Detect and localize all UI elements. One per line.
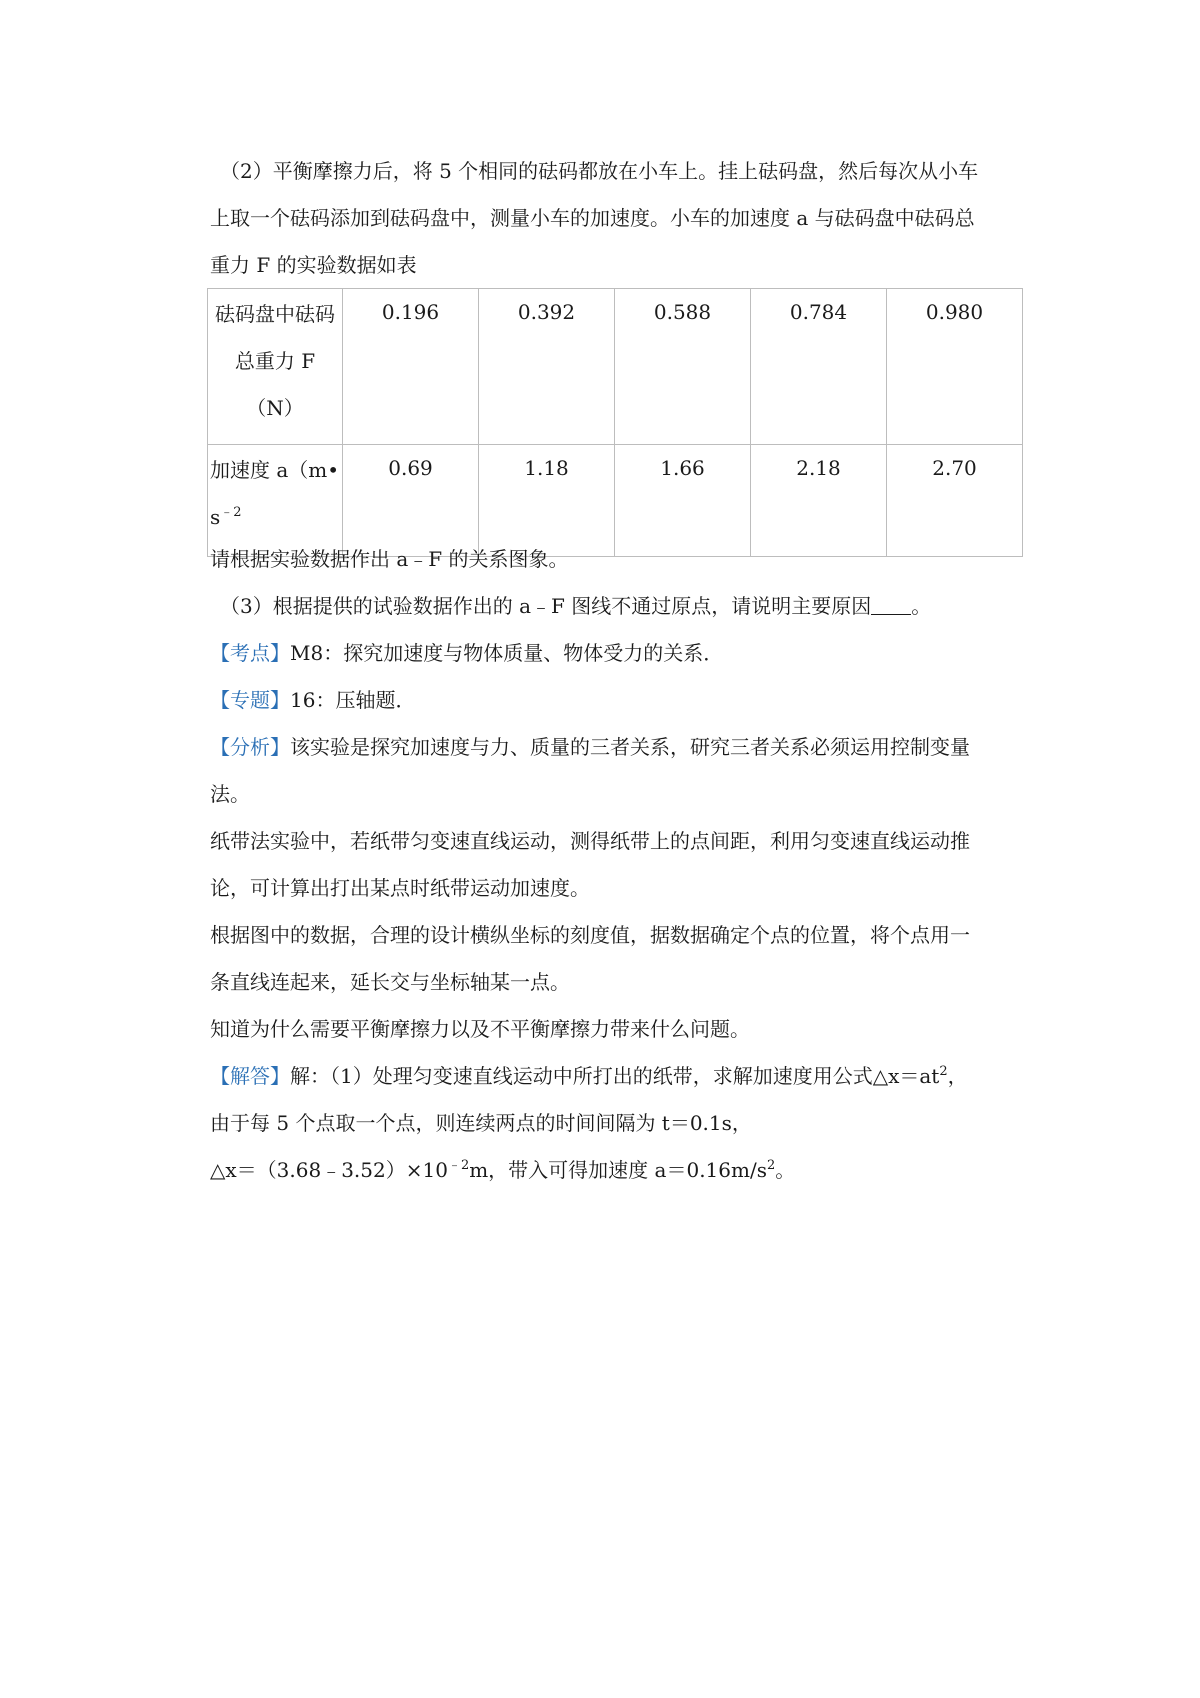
zhuanti-line: 【专题】16：压轴题． xyxy=(210,688,416,712)
row-header-acceleration: 加速度 a（m• $s^{﹣2}$ xyxy=(208,445,343,557)
table-cell: 0.588 xyxy=(615,289,751,445)
data-table xyxy=(207,288,1023,557)
row-header-force: 砝码盘中砝码 总重力 F （N） xyxy=(208,289,343,445)
table-cell: 0.980 xyxy=(887,289,1023,445)
document-body-continued xyxy=(210,536,1022,1194)
intro-line-3: 重力 F 的实验数据如表 xyxy=(210,253,417,277)
table-cell: 2.70 xyxy=(887,445,1023,557)
fenxi-p2-line-1: 纸带法实验中，若纸带匀变速直线运动，测得纸带上的点间距，利用匀变速直线运动推 xyxy=(210,829,970,853)
after-table-text: 请根据实验数据作出 a﹣F 的关系图象。 xyxy=(210,547,569,571)
jieda-line-2: 由于每 5 个点取一个点，则连续两点的时间间隔为 t＝0.1s， xyxy=(210,1111,752,1135)
table-cell: 0.69 xyxy=(343,445,479,557)
jieda-line-1: 【解答】解：（1）处理匀变速直线运动中所打出的纸带，求解加速度用公式$\triangle x=at^2$， xyxy=(210,1064,968,1088)
fenxi-label: 【分析】 xyxy=(210,735,290,759)
zhuanti-label: 【专题】 xyxy=(210,688,290,712)
intro-line-2: 上取一个砝码添加到砝码盘中，测量小车的加速度。小车的加速度 a 与砝码盘中砝码总 xyxy=(210,206,975,230)
kaodian-line: 【考点】M8：探究加速度与物体质量、物体受力的关系． xyxy=(210,641,724,665)
table-cell: 0.784 xyxy=(751,289,887,445)
table-cell: 0.196 xyxy=(343,289,479,445)
kaodian-label: 【考点】 xyxy=(210,641,290,665)
fenxi-p3-line-1: 根据图中的数据，合理的设计横纵坐标的刻度值，据数据确定个点的位置，将个点用一 xyxy=(210,923,970,947)
question-3: （3）根据提供的试验数据作出的 a﹣F 图线不通过原点，请说明主要原因 。 xyxy=(220,594,932,618)
jieda-line-3: $\triangle x=(3.68﹣3.52)\times 10^{﹣2}m$，带入可得加速度 $a=0.16m/s^2$。 xyxy=(210,1158,796,1182)
document-body xyxy=(210,148,1022,289)
table-cell: 0.392 xyxy=(479,289,615,445)
fenxi-p2-line-2: 论，可计算出打出某点时纸带运动加速度。 xyxy=(210,876,590,900)
fenxi-p3-line-2: 条直线连起来，延长交与坐标轴某一点。 xyxy=(210,970,570,994)
table-cell: 2.18 xyxy=(751,445,887,557)
table-cell: 1.66 xyxy=(615,445,751,557)
fenxi-line-1: 【分析】该实验是探究加速度与力、质量的三者关系，研究三者关系必须运用控制变量 xyxy=(210,735,970,759)
fenxi-p4: 知道为什么需要平衡摩擦力以及不平衡摩擦力带来什么问题。 xyxy=(210,1017,750,1041)
fenxi-line-2: 法。 xyxy=(210,782,250,806)
answer-blank xyxy=(871,596,911,615)
table-cell: 1.18 xyxy=(479,445,615,557)
intro-line-1: （2）平衡摩擦力后，将 5 个相同的砝码都放在小车上。挂上砝码盘，然后每次从小车 xyxy=(220,159,979,183)
jieda-label: 【解答】 xyxy=(210,1064,290,1088)
table-row-force xyxy=(208,289,1023,445)
